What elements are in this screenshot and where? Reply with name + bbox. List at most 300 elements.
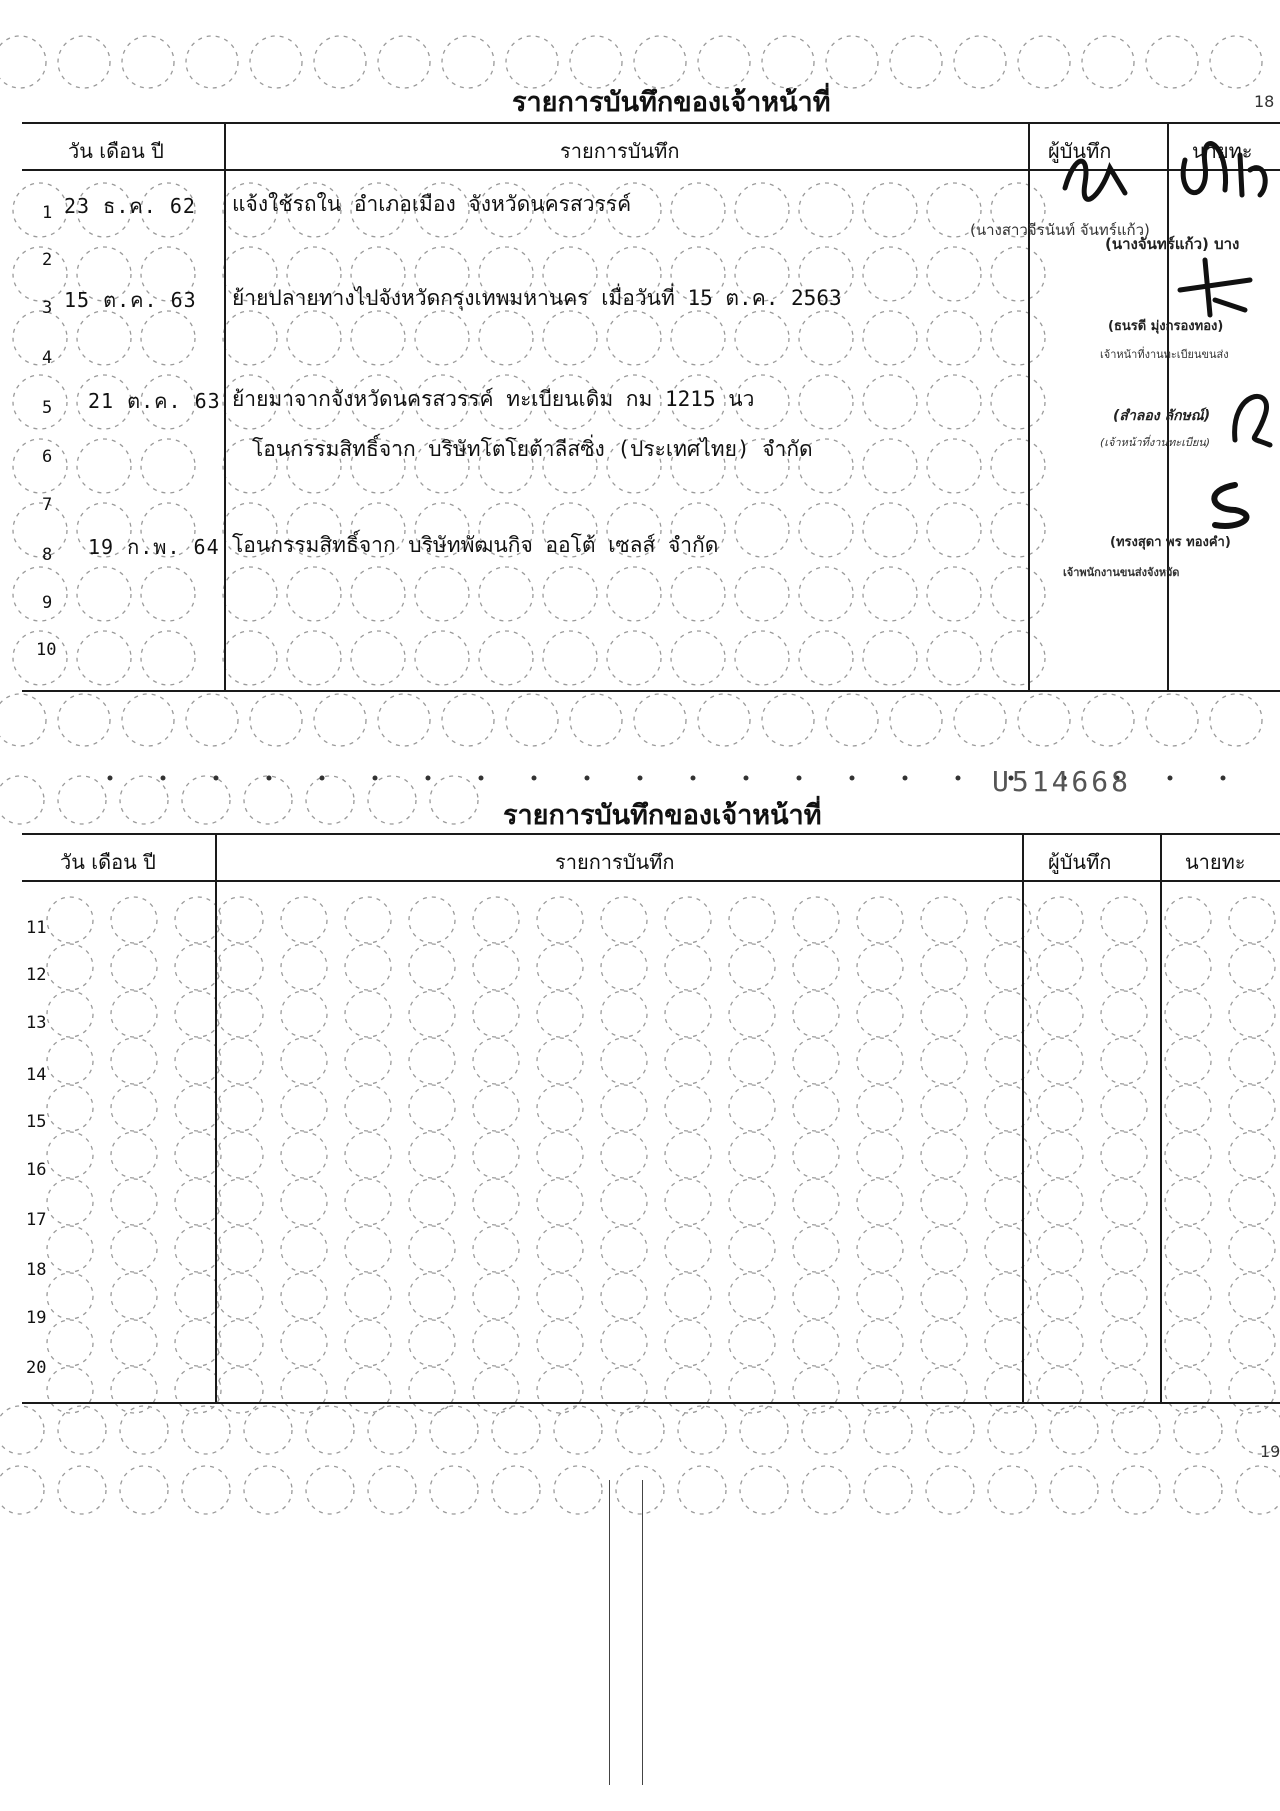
pattern-circle bbox=[182, 1466, 230, 1514]
pattern-circle bbox=[857, 1085, 903, 1131]
pattern-circle bbox=[368, 1466, 416, 1514]
pattern-circle bbox=[1229, 897, 1275, 943]
pattern-circle bbox=[281, 1038, 327, 1084]
pattern-circle bbox=[473, 944, 519, 990]
pattern-circle bbox=[13, 183, 67, 237]
pattern-circle bbox=[954, 36, 1006, 88]
pattern-circle bbox=[863, 631, 917, 685]
pattern-circle bbox=[1101, 1226, 1147, 1272]
pattern-circle bbox=[826, 36, 878, 88]
pattern-circle bbox=[793, 1132, 839, 1178]
pattern-circle bbox=[537, 1038, 583, 1084]
pattern-circle bbox=[473, 1273, 519, 1319]
pattern-circle bbox=[217, 1226, 263, 1272]
pattern-circle bbox=[991, 375, 1045, 429]
pattern-circle bbox=[729, 944, 775, 990]
pattern-circle bbox=[740, 1466, 788, 1514]
pattern-circle bbox=[111, 991, 157, 1037]
pattern-circle bbox=[47, 897, 93, 943]
pattern-circle bbox=[409, 1038, 455, 1084]
pattern-circle bbox=[863, 439, 917, 493]
pattern-circle bbox=[863, 375, 917, 429]
row-number: 2 bbox=[42, 250, 53, 270]
pattern-circle bbox=[634, 694, 686, 746]
pattern-circle bbox=[217, 944, 263, 990]
pattern-circle bbox=[186, 694, 238, 746]
pattern-circle bbox=[281, 1367, 327, 1413]
pattern-circle bbox=[985, 1038, 1031, 1084]
pattern-circle bbox=[985, 1226, 1031, 1272]
pattern-circle bbox=[281, 897, 327, 943]
pattern-circle bbox=[281, 1179, 327, 1225]
pattern-circle bbox=[473, 991, 519, 1037]
header-date: วัน เดือน ปี bbox=[68, 139, 164, 163]
pattern-circle bbox=[13, 567, 67, 621]
pattern-circle bbox=[141, 311, 195, 365]
pattern-circle bbox=[927, 311, 981, 365]
row-number: 1 bbox=[42, 203, 53, 223]
pattern-circle bbox=[601, 1273, 647, 1319]
pattern-circle bbox=[927, 439, 981, 493]
pattern-circle bbox=[799, 311, 853, 365]
pattern-circle bbox=[921, 1226, 967, 1272]
pattern-circle bbox=[985, 1273, 1031, 1319]
pattern-circle bbox=[345, 897, 391, 943]
pattern-circle bbox=[345, 944, 391, 990]
pattern-circle bbox=[378, 694, 430, 746]
pattern-circle bbox=[281, 1085, 327, 1131]
pattern-circle bbox=[306, 1466, 354, 1514]
pattern-circle bbox=[799, 503, 853, 557]
row-number: 20 bbox=[26, 1358, 47, 1378]
pattern-circle bbox=[799, 631, 853, 685]
pattern-circle bbox=[1146, 694, 1198, 746]
column-divider-date bbox=[224, 122, 226, 692]
pattern-circle bbox=[665, 1226, 711, 1272]
pattern-circle bbox=[665, 1038, 711, 1084]
separator-dot bbox=[1221, 776, 1226, 781]
scan-crease-line bbox=[609, 1480, 610, 1785]
pattern-circle bbox=[729, 991, 775, 1037]
pattern-circle bbox=[985, 1132, 1031, 1178]
pattern-circle bbox=[111, 1179, 157, 1225]
pattern-circle bbox=[729, 1273, 775, 1319]
pattern-circle bbox=[740, 1406, 788, 1454]
pattern-circle bbox=[857, 1179, 903, 1225]
pattern-circle bbox=[537, 1226, 583, 1272]
separator-dot bbox=[1168, 776, 1173, 781]
pattern-circle bbox=[799, 183, 853, 237]
pattern-circle bbox=[473, 1038, 519, 1084]
pattern-circle bbox=[985, 897, 1031, 943]
pattern-circle bbox=[1165, 1226, 1211, 1272]
entry-date: 21 ต.ค. 63 bbox=[88, 389, 221, 413]
pattern-circle bbox=[665, 1179, 711, 1225]
pattern-circle bbox=[921, 1038, 967, 1084]
pattern-circle bbox=[217, 1132, 263, 1178]
pattern-circle bbox=[991, 567, 1045, 621]
pattern-circle bbox=[223, 311, 277, 365]
pattern-circle bbox=[826, 694, 878, 746]
pattern-circle bbox=[793, 944, 839, 990]
pattern-circle bbox=[120, 1406, 168, 1454]
handwritten-signature bbox=[1225, 380, 1280, 450]
pattern-circle bbox=[217, 1179, 263, 1225]
pattern-circle bbox=[58, 36, 110, 88]
pattern-circle bbox=[921, 1273, 967, 1319]
pattern-circle bbox=[492, 1406, 540, 1454]
separator-dot bbox=[214, 776, 219, 781]
entry-text: แจ้งใช้รถใน อำเภอเมือง จังหวัดนครสวรรค์ bbox=[232, 192, 632, 216]
pattern-circle bbox=[890, 694, 942, 746]
pattern-circle bbox=[111, 1226, 157, 1272]
row-number: 10 bbox=[36, 640, 57, 660]
pattern-circle bbox=[473, 1179, 519, 1225]
document-serial-number: U514668 bbox=[992, 765, 1132, 798]
signature-name: (ทรงสุดา พร ทองคำ) bbox=[1110, 535, 1231, 550]
pattern-circle bbox=[863, 311, 917, 365]
pattern-circle bbox=[141, 631, 195, 685]
pattern-circle bbox=[857, 1367, 903, 1413]
pattern-circle bbox=[1112, 1406, 1160, 1454]
pattern-circle bbox=[793, 1085, 839, 1131]
entry-date: 15 ต.ค. 63 bbox=[64, 288, 197, 312]
pattern-circle bbox=[729, 1226, 775, 1272]
pattern-circle bbox=[47, 1179, 93, 1225]
pattern-circle bbox=[1165, 1367, 1211, 1413]
row-number: 9 bbox=[42, 593, 53, 613]
pattern-circle bbox=[1037, 897, 1083, 943]
pattern-circle bbox=[345, 1179, 391, 1225]
separator-dot bbox=[744, 776, 749, 781]
pattern-circle bbox=[857, 1273, 903, 1319]
pattern-circle bbox=[927, 567, 981, 621]
column-divider-date bbox=[215, 833, 217, 1404]
pattern-circle bbox=[863, 247, 917, 301]
separator-dot bbox=[108, 776, 113, 781]
pattern-circle bbox=[864, 1406, 912, 1454]
pattern-circle bbox=[985, 944, 1031, 990]
pattern-circle bbox=[111, 1273, 157, 1319]
pattern-circle bbox=[988, 1466, 1036, 1514]
table-border-bottom bbox=[22, 690, 1280, 692]
pattern-circle bbox=[926, 1466, 974, 1514]
pattern-circle bbox=[306, 1406, 354, 1454]
pattern-circle bbox=[1101, 1132, 1147, 1178]
pattern-circle bbox=[601, 1367, 647, 1413]
pattern-circle bbox=[473, 1132, 519, 1178]
pattern-circle bbox=[921, 1320, 967, 1366]
pattern-circle bbox=[537, 1273, 583, 1319]
row-number: 18 bbox=[26, 1260, 47, 1280]
pattern-circle bbox=[616, 1406, 664, 1454]
signature-name: (สำลอง ลักษณ์) bbox=[1113, 408, 1211, 424]
pattern-circle bbox=[351, 631, 405, 685]
pattern-circle bbox=[863, 567, 917, 621]
header-divider bbox=[22, 880, 1280, 882]
signature-name: (ธนรดี มุ่งกรองทอง) bbox=[1108, 319, 1224, 334]
pattern-circle bbox=[729, 1179, 775, 1225]
row-number: 8 bbox=[42, 545, 53, 565]
separator-dot bbox=[850, 776, 855, 781]
pattern-circle bbox=[217, 1085, 263, 1131]
pattern-circle bbox=[607, 311, 661, 365]
separator-dot bbox=[903, 776, 908, 781]
separator-dot bbox=[691, 776, 696, 781]
pattern-circle bbox=[607, 567, 661, 621]
pattern-circle bbox=[409, 1320, 455, 1366]
pattern-circle bbox=[1037, 1179, 1083, 1225]
pattern-circle bbox=[921, 1132, 967, 1178]
row-number: 3 bbox=[42, 298, 53, 318]
pattern-circle bbox=[665, 1273, 711, 1319]
pattern-circle bbox=[1165, 1085, 1211, 1131]
pattern-circle bbox=[13, 439, 67, 493]
pattern-circle bbox=[601, 1179, 647, 1225]
pattern-circle bbox=[47, 1226, 93, 1272]
pattern-circle bbox=[601, 944, 647, 990]
pattern-circle bbox=[762, 694, 814, 746]
pattern-circle bbox=[678, 1406, 726, 1454]
pattern-circle bbox=[570, 694, 622, 746]
pattern-circle bbox=[921, 991, 967, 1037]
pattern-circle bbox=[1101, 991, 1147, 1037]
pattern-circle bbox=[665, 991, 711, 1037]
pattern-circle bbox=[47, 991, 93, 1037]
pattern-circle bbox=[729, 1038, 775, 1084]
pattern-circle bbox=[0, 694, 46, 746]
pattern-circle bbox=[793, 897, 839, 943]
pattern-circle bbox=[430, 1466, 478, 1514]
column-divider-recorder bbox=[1028, 122, 1030, 692]
pattern-circle bbox=[345, 1367, 391, 1413]
entry-text: ย้ายมาจากจังหวัดนครสวรรค์ ทะเบียนเดิม กม 1215 นว bbox=[232, 387, 755, 411]
pattern-circle bbox=[1229, 1273, 1275, 1319]
pattern-circle bbox=[111, 944, 157, 990]
pattern-circle bbox=[223, 567, 277, 621]
pattern-circle bbox=[1165, 897, 1211, 943]
pattern-circle bbox=[141, 567, 195, 621]
pattern-circle bbox=[345, 991, 391, 1037]
pattern-circle bbox=[1037, 991, 1083, 1037]
header-recorder: ผู้บันทึก bbox=[1048, 850, 1112, 874]
signature-name: (นางจันทร์แก้ว) บาง bbox=[1105, 235, 1240, 253]
pattern-circle bbox=[111, 1085, 157, 1131]
pattern-circle bbox=[77, 439, 131, 493]
header-recorder: ผู้บันทึก bbox=[1048, 139, 1112, 163]
header-date: วัน เดือน ปี bbox=[60, 850, 156, 874]
pattern-circle bbox=[287, 567, 341, 621]
pattern-circle bbox=[1101, 1038, 1147, 1084]
separator-dot bbox=[638, 776, 643, 781]
pattern-circle bbox=[1165, 1273, 1211, 1319]
separator-dot bbox=[267, 776, 272, 781]
pattern-circle bbox=[47, 1132, 93, 1178]
pattern-circle bbox=[0, 36, 46, 88]
pattern-circle bbox=[409, 944, 455, 990]
pattern-circle bbox=[857, 1320, 903, 1366]
pattern-circle bbox=[281, 991, 327, 1037]
pattern-circle bbox=[665, 1367, 711, 1413]
table-border-bottom bbox=[22, 1402, 1280, 1404]
pattern-circle bbox=[735, 503, 789, 557]
pattern-circle bbox=[345, 1273, 391, 1319]
pattern-circle bbox=[1165, 1038, 1211, 1084]
pattern-circle bbox=[378, 36, 430, 88]
separator-dot bbox=[479, 776, 484, 781]
pattern-circle bbox=[409, 1132, 455, 1178]
pattern-circle bbox=[665, 1320, 711, 1366]
pattern-circle bbox=[281, 1320, 327, 1366]
pattern-circle bbox=[601, 1132, 647, 1178]
pattern-circle bbox=[537, 1179, 583, 1225]
pattern-circle bbox=[1146, 36, 1198, 88]
pattern-circle bbox=[0, 1466, 44, 1514]
pattern-circle bbox=[1236, 1466, 1280, 1514]
pattern-circle bbox=[58, 1406, 106, 1454]
pattern-circle bbox=[77, 631, 131, 685]
pattern-circle bbox=[1101, 1320, 1147, 1366]
pattern-circle bbox=[1037, 1367, 1083, 1413]
pattern-circle bbox=[927, 247, 981, 301]
pattern-circle bbox=[1037, 944, 1083, 990]
pattern-circle bbox=[287, 631, 341, 685]
handwritten-signature bbox=[1055, 148, 1145, 208]
signature-position: เจ้าพนักงานขนส่งจังหวัด bbox=[1063, 566, 1180, 579]
pattern-circle bbox=[122, 36, 174, 88]
pattern-circle bbox=[793, 1367, 839, 1413]
pattern-circle bbox=[1165, 1320, 1211, 1366]
header-record: รายการบันทึก bbox=[555, 850, 675, 874]
pattern-circle bbox=[601, 1226, 647, 1272]
pattern-circle bbox=[991, 631, 1045, 685]
pattern-circle bbox=[217, 991, 263, 1037]
pattern-circle bbox=[729, 1085, 775, 1131]
section-two-title: รายการบันทึกของเจ้าหน้าที่ bbox=[503, 800, 822, 831]
pattern-circle bbox=[120, 1466, 168, 1514]
pattern-circle bbox=[1101, 1367, 1147, 1413]
pattern-circle bbox=[793, 1038, 839, 1084]
pattern-circle bbox=[77, 311, 131, 365]
pattern-circle bbox=[250, 694, 302, 746]
pattern-circle bbox=[665, 1085, 711, 1131]
pattern-circle bbox=[122, 694, 174, 746]
pattern-circle bbox=[537, 1320, 583, 1366]
pattern-circle bbox=[1165, 1132, 1211, 1178]
pattern-circle bbox=[537, 1085, 583, 1131]
pattern-circle bbox=[77, 567, 131, 621]
pattern-circle bbox=[1210, 36, 1262, 88]
separator-dot bbox=[956, 776, 961, 781]
pattern-circle bbox=[223, 631, 277, 685]
column-divider-registrar bbox=[1160, 833, 1162, 1404]
pattern-circle bbox=[244, 1466, 292, 1514]
pattern-circle bbox=[729, 1132, 775, 1178]
pattern-circle bbox=[1037, 1226, 1083, 1272]
entry-date: 23 ธ.ค. 62 bbox=[64, 194, 196, 218]
pattern-circle bbox=[601, 1320, 647, 1366]
row-number: 11 bbox=[26, 918, 47, 938]
pattern-circle bbox=[537, 944, 583, 990]
pattern-circle bbox=[985, 991, 1031, 1037]
pattern-circle bbox=[537, 1132, 583, 1178]
pattern-circle bbox=[281, 1273, 327, 1319]
pattern-circle bbox=[735, 567, 789, 621]
pattern-circle bbox=[802, 1466, 850, 1514]
row-number: 19 bbox=[26, 1308, 47, 1328]
pattern-circle bbox=[473, 1085, 519, 1131]
pattern-circle bbox=[182, 1406, 230, 1454]
pattern-circle bbox=[991, 247, 1045, 301]
pattern-circle bbox=[890, 36, 942, 88]
section-two-page-number: 19 bbox=[1260, 1442, 1280, 1461]
pattern-circle bbox=[506, 694, 558, 746]
pattern-circle bbox=[479, 311, 533, 365]
pattern-circle bbox=[1101, 897, 1147, 943]
pattern-circle bbox=[616, 1466, 664, 1514]
table-border-top bbox=[22, 833, 1280, 835]
pattern-circle bbox=[857, 991, 903, 1037]
pattern-circle bbox=[479, 631, 533, 685]
pattern-circle bbox=[729, 1320, 775, 1366]
pattern-circle bbox=[0, 1406, 44, 1454]
pattern-circle bbox=[991, 439, 1045, 493]
pattern-circle bbox=[409, 991, 455, 1037]
pattern-circle bbox=[111, 1367, 157, 1413]
pattern-circle bbox=[217, 897, 263, 943]
pattern-circle bbox=[671, 183, 725, 237]
entry-text: โอนกรรมสิทธิ์จาก บริษัทพัฒนกิจ ออโต้ เซลส์ จำกัด bbox=[232, 533, 719, 557]
pattern-circle bbox=[217, 1273, 263, 1319]
pattern-circle bbox=[921, 1367, 967, 1413]
pattern-circle bbox=[1165, 944, 1211, 990]
pattern-circle bbox=[13, 375, 67, 429]
pattern-circle bbox=[554, 1406, 602, 1454]
pattern-circle bbox=[281, 1226, 327, 1272]
pattern-circle bbox=[58, 694, 110, 746]
pattern-circle bbox=[1229, 1226, 1275, 1272]
pattern-circle bbox=[1037, 1273, 1083, 1319]
pattern-circle bbox=[1082, 36, 1134, 88]
pattern-circle bbox=[665, 897, 711, 943]
pattern-circle bbox=[601, 1085, 647, 1131]
separator-dot bbox=[320, 776, 325, 781]
row-number: 13 bbox=[26, 1013, 47, 1033]
pattern-circle bbox=[1050, 1466, 1098, 1514]
pattern-circle bbox=[1229, 1367, 1275, 1413]
pattern-circle bbox=[409, 897, 455, 943]
pattern-circle bbox=[1101, 1085, 1147, 1131]
entry-text: ย้ายปลายทางไปจังหวัดกรุงเทพมหานคร เมื่อวันที่ 15 ต.ค. 2563 bbox=[232, 286, 842, 310]
pattern-circle bbox=[1037, 1320, 1083, 1366]
pattern-circle bbox=[793, 991, 839, 1037]
pattern-circle bbox=[13, 503, 67, 557]
entry-date: 19 ก.พ. 64 bbox=[88, 535, 220, 559]
pattern-circle bbox=[1229, 1320, 1275, 1366]
pattern-circle bbox=[665, 944, 711, 990]
pattern-circle bbox=[345, 1132, 391, 1178]
pattern-circle bbox=[217, 1367, 263, 1413]
pattern-circle bbox=[671, 567, 725, 621]
pattern-circle bbox=[415, 567, 469, 621]
pattern-circle bbox=[1050, 1406, 1098, 1454]
signature-name: (นางสาวจีรนันท์ จันทร์แก้ว) bbox=[970, 221, 1150, 239]
pattern-circle bbox=[1037, 1038, 1083, 1084]
pattern-circle bbox=[554, 1466, 602, 1514]
pattern-circle bbox=[1229, 1038, 1275, 1084]
pattern-circle bbox=[281, 1132, 327, 1178]
pattern-circle bbox=[479, 567, 533, 621]
